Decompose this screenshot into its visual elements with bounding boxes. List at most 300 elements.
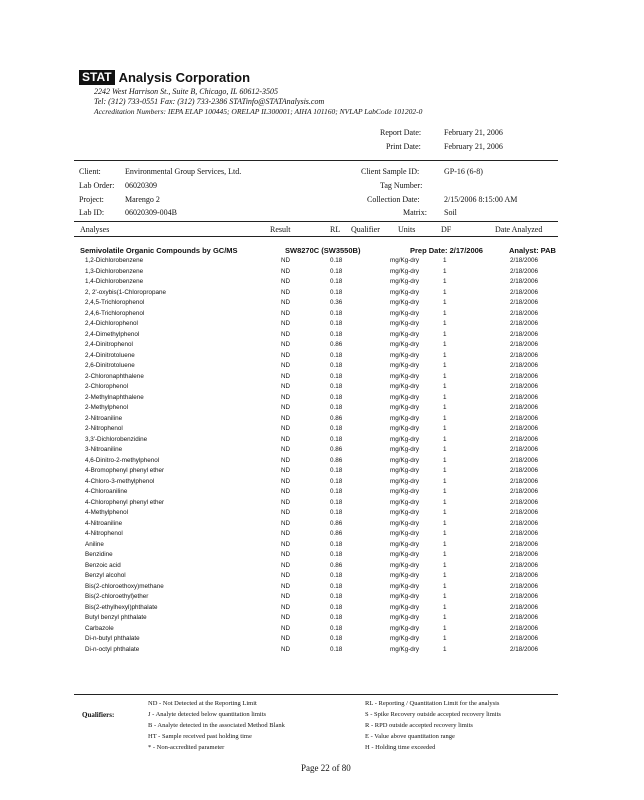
result-value: ND <box>281 330 291 338</box>
result-value: ND <box>281 635 291 642</box>
units-value: mg/Kg-dry <box>390 404 420 411</box>
df-value: 1 <box>443 309 447 317</box>
analyte-name: 1,2-Dichlorobenzene <box>85 257 144 264</box>
df-value: 1 <box>443 467 447 474</box>
units-value: mg/Kg-dry <box>390 330 420 338</box>
analyte-name: 2,4-Dinitrophenol <box>85 341 133 348</box>
units-value: mg/Kg-dry <box>390 383 420 390</box>
units-value: mg/Kg-dry <box>390 645 420 653</box>
letterhead <box>79 70 250 85</box>
table-row <box>0 309 644 320</box>
result-value: ND <box>281 267 291 275</box>
section-analyst: Analyst: PAB <box>509 246 556 255</box>
rl-value: 0.18 <box>330 309 343 317</box>
result-value: ND <box>281 425 291 432</box>
units-value: mg/Kg-dry <box>390 425 420 432</box>
table-row <box>0 445 644 456</box>
units-value: mg/Kg-dry <box>390 603 420 611</box>
units-value: mg/Kg-dry <box>390 488 420 495</box>
result-value: ND <box>281 582 291 590</box>
units-value: mg/Kg-dry <box>390 635 420 642</box>
df-value: 1 <box>443 635 447 642</box>
qualifier-note: B - Analyte detected in the associated Method Blank <box>148 722 285 729</box>
date-analyzed-value: 2/18/2006 <box>510 603 539 611</box>
table-row <box>0 466 644 477</box>
analyte-name: Bis(2-ethylhexyl)phthalate <box>85 603 158 611</box>
rl-value: 0.18 <box>330 582 343 590</box>
result-value: ND <box>281 488 291 495</box>
qualifier-note: H - Holding time exceeded <box>365 744 436 751</box>
df-value: 1 <box>443 435 447 443</box>
df-value: 1 <box>443 320 447 327</box>
result-value: ND <box>281 477 291 485</box>
date-analyzed-value: 2/18/2006 <box>510 383 539 390</box>
result-value: ND <box>281 603 291 611</box>
rl-value: 0.18 <box>330 635 343 642</box>
units-value: mg/Kg-dry <box>390 446 420 453</box>
result-value: ND <box>281 593 291 600</box>
result-value: ND <box>281 498 291 506</box>
analyte-name: 4-Bromophenyl phenyl ether <box>85 467 165 474</box>
df-value: 1 <box>443 341 447 348</box>
analyte-name: 2-Methylnaphthalene <box>85 393 144 401</box>
table-row <box>0 319 644 330</box>
analyte-name: Benzoic acid <box>85 561 121 569</box>
date-analyzed-value: 2/18/2006 <box>510 551 539 558</box>
print-date-label: Print Date: <box>386 142 421 151</box>
client-label: Client: <box>79 167 101 176</box>
df-value: 1 <box>443 299 447 306</box>
units-value: mg/Kg-dry <box>390 362 420 369</box>
df-value: 1 <box>443 593 447 600</box>
rl-value: 0.18 <box>330 624 343 632</box>
rl-value: 0.86 <box>330 341 343 348</box>
df-value: 1 <box>443 330 447 338</box>
qualifier-note: HT - Sample received past holding time <box>148 733 252 740</box>
table-row <box>0 624 644 635</box>
analyte-name: 2,4-Dichlorophenol <box>85 320 138 327</box>
date-analyzed-value: 2/18/2006 <box>510 330 539 338</box>
table-row <box>0 519 644 530</box>
col-header-analyses: Analyses <box>80 225 110 234</box>
df-value: 1 <box>443 404 447 411</box>
lab-id-label: Lab ID: <box>79 208 105 217</box>
analyte-name: 4-Methylphenol <box>85 509 129 516</box>
rl-value: 0.18 <box>330 645 343 653</box>
units-value: mg/Kg-dry <box>390 288 420 296</box>
tag-number-label: Tag Number: <box>380 181 423 190</box>
units-value: mg/Kg-dry <box>390 498 420 506</box>
rl-value: 0.18 <box>330 330 343 338</box>
result-value: ND <box>281 509 291 516</box>
divider <box>74 221 558 222</box>
table-row <box>0 403 644 414</box>
analyte-name: Di-n-octyl phthalate <box>85 645 140 653</box>
qualifier-note: * - Non-accredited parameter <box>148 744 225 751</box>
df-value: 1 <box>443 414 447 422</box>
matrix-value: Soil <box>444 208 457 217</box>
analyte-name: 2,4,5-Trichlorophenol <box>85 299 145 306</box>
df-value: 1 <box>443 351 447 359</box>
table-row <box>0 498 644 509</box>
df-value: 1 <box>443 572 447 579</box>
table-row <box>0 351 644 362</box>
date-analyzed-value: 2/18/2006 <box>510 477 539 485</box>
col-header-result: Result <box>270 225 291 234</box>
date-analyzed-value: 2/18/2006 <box>510 540 539 548</box>
df-value: 1 <box>443 278 447 285</box>
company-contact: Tel: (312) 733-0551 Fax: (312) 733-2386 STATinfo@STATAnalysis.com <box>94 97 325 106</box>
analyte-name: 4-Nitrophenol <box>85 530 123 537</box>
date-analyzed-value: 2/18/2006 <box>510 309 539 317</box>
company-address: 2242 West Harrison St., Suite B, Chicago, IL 60612-3505 <box>94 87 279 96</box>
rl-value: 0.18 <box>330 572 343 579</box>
df-value: 1 <box>443 393 447 401</box>
analyte-name: 4-Chlorophenyl phenyl ether <box>85 498 165 506</box>
qualifier-note: RL - Reporting / Quantitation Limit for the analysis <box>365 700 500 707</box>
rl-value: 0.18 <box>330 498 343 506</box>
date-analyzed-value: 2/18/2006 <box>510 257 539 264</box>
analyte-name: 2,4,6-Trichlorophenol <box>85 309 145 317</box>
result-value: ND <box>281 404 291 411</box>
date-analyzed-value: 2/18/2006 <box>510 488 539 495</box>
section-title: Semivolatile Organic Compounds by GC/MS <box>80 246 238 255</box>
table-row <box>0 361 644 372</box>
table-row <box>0 550 644 561</box>
analyte-name: Aniline <box>85 540 104 548</box>
df-value: 1 <box>443 425 447 432</box>
lab-id-value: 06020309-004B <box>125 208 177 217</box>
df-value: 1 <box>443 509 447 516</box>
df-value: 1 <box>443 498 447 506</box>
col-header-date-analyzed: Date Analyzed <box>495 225 543 234</box>
analyte-name: Carbazole <box>85 624 114 632</box>
result-value: ND <box>281 341 291 348</box>
analyte-name: 4-Nitroaniline <box>85 519 123 527</box>
result-value: ND <box>281 299 291 306</box>
units-value: mg/Kg-dry <box>390 351 420 359</box>
df-value: 1 <box>443 267 447 275</box>
date-analyzed-value: 2/18/2006 <box>510 624 539 632</box>
table-row <box>0 330 644 341</box>
df-value: 1 <box>443 488 447 495</box>
units-value: mg/Kg-dry <box>390 320 420 327</box>
table-row <box>0 298 644 309</box>
date-analyzed-value: 2/18/2006 <box>510 372 539 380</box>
df-value: 1 <box>443 362 447 369</box>
date-analyzed-value: 2/18/2006 <box>510 320 539 327</box>
units-value: mg/Kg-dry <box>390 624 420 632</box>
units-value: mg/Kg-dry <box>390 393 420 401</box>
rl-value: 0.86 <box>330 519 343 527</box>
table-row <box>0 487 644 498</box>
units-value: mg/Kg-dry <box>390 456 420 464</box>
table-row <box>0 372 644 383</box>
rl-value: 0.18 <box>330 551 343 558</box>
rl-value: 0.18 <box>330 614 343 621</box>
df-value: 1 <box>443 456 447 464</box>
rl-value: 0.18 <box>330 425 343 432</box>
units-value: mg/Kg-dry <box>390 614 420 621</box>
units-value: mg/Kg-dry <box>390 509 420 516</box>
result-value: ND <box>281 519 291 527</box>
result-value: ND <box>281 393 291 401</box>
units-value: mg/Kg-dry <box>390 372 420 380</box>
date-analyzed-value: 2/18/2006 <box>510 404 539 411</box>
col-header-units: Units <box>398 225 416 234</box>
units-value: mg/Kg-dry <box>390 341 420 348</box>
df-value: 1 <box>443 383 447 390</box>
date-analyzed-value: 2/18/2006 <box>510 530 539 537</box>
table-row <box>0 561 644 572</box>
result-value: ND <box>281 572 291 579</box>
analyte-name: 2, 2'-oxybis(1-Chloropropane <box>85 288 167 296</box>
units-value: mg/Kg-dry <box>390 467 420 474</box>
report-date-label: Report Date: <box>380 128 422 137</box>
rl-value: 0.86 <box>330 414 343 422</box>
df-value: 1 <box>443 614 447 621</box>
project-value: Marengo 2 <box>125 195 160 204</box>
date-analyzed-value: 2/18/2006 <box>510 467 539 474</box>
units-value: mg/Kg-dry <box>390 530 420 537</box>
df-value: 1 <box>443 530 447 537</box>
table-row <box>0 592 644 603</box>
result-value: ND <box>281 530 291 537</box>
analyte-name: Butyl benzyl phthalate <box>85 614 147 621</box>
lab-order-label: Lab Order: <box>79 181 115 190</box>
analyte-name: Bis(2-chloroethyl)ether <box>85 593 149 600</box>
qualifier-note: E - Value above quantitation range <box>365 733 455 740</box>
units-value: mg/Kg-dry <box>390 551 420 558</box>
df-value: 1 <box>443 551 447 558</box>
units-value: mg/Kg-dry <box>390 519 420 527</box>
result-value: ND <box>281 624 291 632</box>
result-value: ND <box>281 278 291 285</box>
page-number: Page 22 of 80 <box>301 763 351 773</box>
rl-value: 0.18 <box>330 540 343 548</box>
collection-date-value: 2/15/2006 8:15:00 AM <box>444 195 518 204</box>
rl-value: 0.18 <box>330 435 343 443</box>
col-header-df: DF <box>441 225 452 234</box>
rl-value: 0.18 <box>330 404 343 411</box>
lab-order-value: 06020309 <box>125 181 157 190</box>
result-value: ND <box>281 561 291 569</box>
units-value: mg/Kg-dry <box>390 561 420 569</box>
project-label: Project: <box>79 195 104 204</box>
result-value: ND <box>281 362 291 369</box>
units-value: mg/Kg-dry <box>390 414 420 422</box>
collection-date-label: Collection Date: <box>367 195 420 204</box>
df-value: 1 <box>443 257 447 264</box>
table-row <box>0 288 644 299</box>
df-value: 1 <box>443 372 447 380</box>
table-row <box>0 603 644 614</box>
qualifiers-label: Qualifiers: <box>82 711 115 719</box>
results-table-body <box>0 256 644 655</box>
table-row <box>0 508 644 519</box>
rl-value: 0.18 <box>330 477 343 485</box>
table-row <box>0 424 644 435</box>
rl-value: 0.18 <box>330 603 343 611</box>
date-analyzed-value: 2/18/2006 <box>510 593 539 600</box>
rl-value: 0.18 <box>330 288 343 296</box>
rl-value: 0.86 <box>330 561 343 569</box>
result-value: ND <box>281 645 291 653</box>
date-analyzed-value: 2/18/2006 <box>510 446 539 453</box>
table-row <box>0 277 644 288</box>
result-value: ND <box>281 257 291 264</box>
client-value: Environmental Group Services, Ltd. <box>125 167 242 176</box>
rl-value: 0.18 <box>330 393 343 401</box>
report-date-value: February 21, 2006 <box>444 128 503 137</box>
company-name: Analysis Corporation <box>118 70 251 85</box>
units-value: mg/Kg-dry <box>390 477 420 485</box>
analyte-name: 2-Nitrophenol <box>85 425 123 432</box>
analyte-name: 4-Chloro-3-methylphenol <box>85 477 155 485</box>
qualifier-note: S - Spike Recovery outside accepted recovery limits <box>365 711 501 718</box>
df-value: 1 <box>443 561 447 569</box>
client-sample-id-value: GP-16 (6-8) <box>444 167 483 176</box>
analyte-name: 2-Nitroaniline <box>85 414 123 422</box>
date-analyzed-value: 2/18/2006 <box>510 267 539 275</box>
table-row <box>0 340 644 351</box>
date-analyzed-value: 2/18/2006 <box>510 425 539 432</box>
date-analyzed-value: 2/18/2006 <box>510 645 539 653</box>
analyte-name: 3,3'-Dichlorobenzidine <box>85 435 148 443</box>
df-value: 1 <box>443 519 447 527</box>
qualifier-note: R - RPD outside accepted recovery limits <box>365 722 473 729</box>
qualifier-note: ND - Not Detected at the Reporting Limit <box>148 700 257 707</box>
df-value: 1 <box>443 288 447 296</box>
df-value: 1 <box>443 540 447 548</box>
matrix-label: Matrix: <box>403 208 427 217</box>
result-value: ND <box>281 309 291 317</box>
table-row <box>0 529 644 540</box>
table-row <box>0 634 644 645</box>
df-value: 1 <box>443 446 447 453</box>
qualifier-note: J - Analyte detected below quantitation limits <box>148 711 267 718</box>
units-value: mg/Kg-dry <box>390 299 420 306</box>
rl-value: 0.18 <box>330 372 343 380</box>
date-analyzed-value: 2/18/2006 <box>510 414 539 422</box>
date-analyzed-value: 2/18/2006 <box>510 456 539 464</box>
date-analyzed-value: 2/18/2006 <box>510 519 539 527</box>
analyte-name: 2-Chlorophenol <box>85 383 129 390</box>
date-analyzed-value: 2/18/2006 <box>510 582 539 590</box>
rl-value: 0.18 <box>330 467 343 474</box>
df-value: 1 <box>443 603 447 611</box>
divider <box>74 236 558 237</box>
date-analyzed-value: 2/18/2006 <box>510 341 539 348</box>
analyte-name: Benzidine <box>85 551 113 558</box>
rl-value: 0.18 <box>330 320 343 327</box>
units-value: mg/Kg-dry <box>390 309 420 317</box>
rl-value: 0.18 <box>330 362 343 369</box>
rl-value: 0.86 <box>330 446 343 453</box>
analyte-name: 2,4-Dimethylphenol <box>85 330 140 338</box>
units-value: mg/Kg-dry <box>390 257 420 264</box>
rl-value: 0.18 <box>330 267 343 275</box>
table-row <box>0 267 644 278</box>
date-analyzed-value: 2/18/2006 <box>510 614 539 621</box>
rl-value: 0.18 <box>330 383 343 390</box>
table-row <box>0 582 644 593</box>
result-value: ND <box>281 372 291 380</box>
table-row <box>0 382 644 393</box>
result-value: ND <box>281 351 291 359</box>
units-value: mg/Kg-dry <box>390 572 420 579</box>
date-analyzed-value: 2/18/2006 <box>510 498 539 506</box>
units-value: mg/Kg-dry <box>390 278 420 285</box>
analyte-name: Benzyl alcohol <box>85 572 126 579</box>
analyte-name: 4-Chloroaniline <box>85 488 128 495</box>
result-value: ND <box>281 435 291 443</box>
units-value: mg/Kg-dry <box>390 582 420 590</box>
date-analyzed-value: 2/18/2006 <box>510 362 539 369</box>
rl-value: 0.36 <box>330 299 343 306</box>
analyte-name: Di-n-butyl phthalate <box>85 635 140 642</box>
df-value: 1 <box>443 477 447 485</box>
analyte-name: 4,6-Dinitro-2-methylphenol <box>85 456 160 464</box>
analyte-name: 2-Chloronaphthalene <box>85 372 144 380</box>
analyte-name: 2,6-Dinitrotoluene <box>85 362 135 369</box>
date-analyzed-value: 2/18/2006 <box>510 435 539 443</box>
col-header-rl: RL <box>330 225 341 234</box>
analyte-name: 3-Nitroaniline <box>85 446 123 453</box>
table-row <box>0 435 644 446</box>
table-row <box>0 571 644 582</box>
table-row <box>0 540 644 551</box>
date-analyzed-value: 2/18/2006 <box>510 572 539 579</box>
table-row <box>0 393 644 404</box>
result-value: ND <box>281 467 291 474</box>
table-row <box>0 645 644 656</box>
table-row <box>0 613 644 624</box>
result-value: ND <box>281 540 291 548</box>
date-analyzed-value: 2/18/2006 <box>510 509 539 516</box>
result-value: ND <box>281 414 291 422</box>
rl-value: 0.18 <box>330 351 343 359</box>
result-value: ND <box>281 288 291 296</box>
company-logo: STAT <box>79 70 115 85</box>
print-date-value: February 21, 2006 <box>444 142 503 151</box>
date-analyzed-value: 2/18/2006 <box>510 299 539 306</box>
df-value: 1 <box>443 582 447 590</box>
units-value: mg/Kg-dry <box>390 540 420 548</box>
date-analyzed-value: 2/18/2006 <box>510 288 539 296</box>
df-value: 1 <box>443 645 447 653</box>
result-value: ND <box>281 446 291 453</box>
analyte-name: 2,4-Dinitrotoluene <box>85 351 135 359</box>
rl-value: 0.18 <box>330 278 343 285</box>
col-header-qualifier: Qualifier <box>351 225 380 234</box>
rl-value: 0.18 <box>330 488 343 495</box>
table-row <box>0 477 644 488</box>
divider <box>74 694 558 695</box>
date-analyzed-value: 2/18/2006 <box>510 393 539 401</box>
result-value: ND <box>281 383 291 390</box>
rl-value: 0.18 <box>330 509 343 516</box>
analyte-name: 1,4-Dichlorobenzene <box>85 278 144 285</box>
rl-value: 0.18 <box>330 257 343 264</box>
date-analyzed-value: 2/18/2006 <box>510 351 539 359</box>
units-value: mg/Kg-dry <box>390 267 420 275</box>
table-row <box>0 256 644 267</box>
section-method: SW8270C (SW3550B) <box>285 246 361 255</box>
table-row <box>0 414 644 425</box>
rl-value: 0.86 <box>330 456 343 464</box>
date-analyzed-value: 2/18/2006 <box>510 278 539 285</box>
